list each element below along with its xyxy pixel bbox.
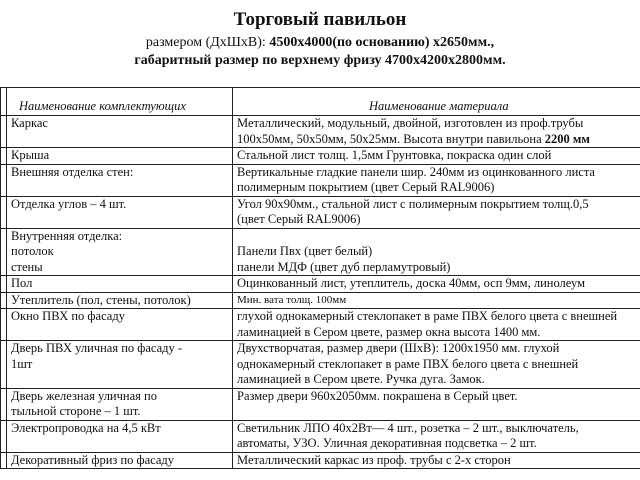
component-line: Электропроводка на 4,5 кВт [11,420,161,435]
table-row [1,309,640,341]
material-cell [233,309,640,341]
component-line: Окно ПВХ по фасаду [11,309,125,323]
material-cell [233,276,640,293]
component-cell [7,420,233,452]
material-line [237,116,640,132]
material-text: Панели Пвх (цвет белый) [237,244,373,258]
component-line: Пол [11,276,33,290]
material-text: Двухстворчатая, размер двери (ШхВ): 1200х1950 мм. глухой [237,341,560,355]
material-text: Металлический каркас из проф. трубы с 2-х сторон [237,452,511,467]
material-line [237,421,640,437]
table-row [1,148,640,165]
column-header-component: Наименование комплектующих [7,88,233,116]
table-row [1,420,640,452]
component-cell [7,116,233,148]
material-text: автоматы, УЗО. Уличная декоративная подсветка – 2 шт. [237,436,537,450]
component-cell [7,228,233,276]
component-cell [7,164,233,196]
component-line: Каркас [11,116,48,130]
material-line [237,357,640,373]
component-cell [7,341,233,389]
table-row [1,292,640,309]
table-row [1,341,640,389]
material-text: ламинацией в Сером цвете, размер окна высота 1400 мм. [237,324,541,339]
material-text: Угол 90х90мм., стальной лист с полимерным покрытием толщ.0,5 [237,196,589,211]
size-prefix: размером (ДхШхВ): [145,35,270,50]
spec-table-body [1,88,640,469]
material-text: Светильник ЛПО 40х2Вт— 4 шт., розетка – 2 шт., выключатель, [237,420,579,435]
material-text: Оцинкованный лист, утеплитель, доска 40мм, осп 9мм, линолеум [237,276,585,290]
material-text: глухой однокамерный стеклопакет в раме ПВХ белого цвета с внешней [237,309,618,323]
material-line [237,389,640,405]
material-text: Мин. вата толщ. 100мм [237,293,347,306]
material-line [237,229,640,245]
page-title: Торговый павильон [233,9,407,30]
material-line [237,341,640,357]
material-line [237,309,640,325]
component-line: Утеплитель (пол, стены, потолок) [11,292,191,307]
material-text: ламинацией в Сером цвете. Ручка дуга. Замок. [237,372,485,386]
material-text: полимерным покрытием (цвет Серый RAL9006) [237,180,495,194]
material-line [237,325,640,341]
material-line [237,293,640,309]
material-highlight: 2200 мм [544,131,590,146]
material-text: Вертикальные гладкие панели шир. 240мм из оцинкованного листа [237,164,595,179]
material-line [237,132,640,148]
size-line [0,34,640,52]
component-line: 1шт [11,356,33,371]
component-cell [7,292,233,309]
table-header-row [1,88,640,116]
table-row [1,164,640,196]
component-line: тыльной стороне – 1 шт. [11,404,141,418]
component-line: Отделка углов – 4 шт. [11,196,127,211]
component-line: потолок [11,244,54,258]
component-cell [7,388,233,420]
material-line [237,212,640,228]
column-header-material: Наименование материала [233,88,640,116]
component-line: Внешняя отделка стен: [11,164,134,179]
material-text: панели МДФ (цвет дуб перламутровый) [237,259,451,274]
material-text: Размер двери 960х2050мм. покрашена в Серый цвет. [237,388,518,403]
material-line [237,372,640,388]
material-cell [233,228,640,276]
table-row [1,452,640,469]
material-cell [233,420,640,452]
component-cell [7,196,233,228]
material-cell [233,164,640,196]
component-line: Дверь железная уличная по [11,388,157,403]
material-line [237,180,640,196]
material-line [237,276,640,292]
size-value: 4500х4000(по основанию) х2650мм., [269,35,495,50]
material-line [237,260,640,276]
material-cell [233,388,640,420]
table-row [1,388,640,420]
material-cell [233,148,640,165]
material-cell [233,292,640,309]
component-line: Крыша [11,148,50,162]
table-row [1,116,640,148]
material-line [237,436,640,452]
material-text: однокамерный стеклопакет в раме ПВХ белого цвета с внешней [237,356,579,371]
component-line: Внутренняя отделка: [11,228,123,243]
table-row [1,276,640,293]
material-line [237,453,640,469]
component-cell [7,276,233,293]
component-line: Декоративный фриз по фасаду [11,452,175,467]
material-line [237,165,640,181]
material-text: (цвет Серый RAL9006) [237,212,361,226]
material-line [237,244,640,260]
component-cell [7,452,233,469]
component-cell [7,148,233,165]
material-cell [233,452,640,469]
material-cell [233,341,640,389]
material-line [237,197,640,213]
material-cell [233,196,640,228]
material-line [237,148,640,164]
material-cell [233,116,640,148]
material-text: 100х50мм, 50х50мм, 50х25мм. Высота внутри павильона [237,131,545,146]
overall-size-line: габаритный размер по верхнему фризу 4700х4200х2800мм. [134,53,506,68]
spec-table [0,87,640,469]
component-line: стены [11,259,43,274]
table-row [1,228,640,276]
material-text: Стальной лист толщ. 1,5мм Грунтовка, покраска один слой [237,148,552,162]
component-line: Дверь ПВХ уличная по фасаду - [11,341,183,355]
material-text: Металлический, модульный, двойной, изготовлен из проф.трубы [237,116,584,130]
component-cell [7,309,233,341]
table-row [1,196,640,228]
